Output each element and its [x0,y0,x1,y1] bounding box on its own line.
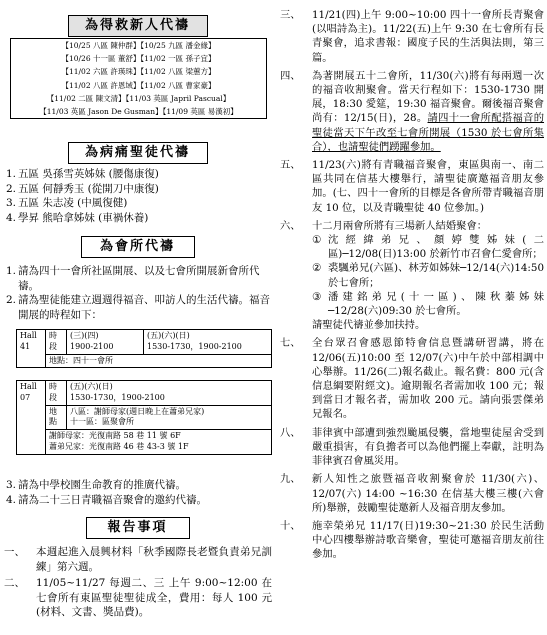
report-item: 三、 11/21(四)上午 9:00~10:00 四十一會所長青聚會(以唱詩為主)。11/22(五)上午 9:30 在七會所有長青聚會，追求書報：國度子民的生活與法則，第三篇。 [280,9,544,64]
period-label: 時段 [46,381,67,406]
newbie-prayer-box [10,38,267,119]
heading-newbies: 為得救新人代禱 [68,15,208,37]
list-item: 2. 五區 何靜秀玉 (從開刀中康復) [6,182,159,195]
schedule-cell: (三)(四) 1900-2100 [67,330,144,355]
hall-label: Hall 41 [17,330,46,368]
newbie-row: 【11/03 英區 Jason De Gusman】【11/09 英區 易漢初】 [39,107,238,117]
schedule-cell: (五)(六)(日) 1530-1730，1900-2100 [144,330,272,355]
right-column [280,0,544,564]
report-item: 八、 菲律賓中部遭到強烈颱風侵襲，當地聖徒屋舍受到嚴重損害，有負擔者可以為他們擺上奉獻，註明為菲律賓召會風災用。 [280,426,544,468]
report-item: 五、 11/23(六)將有青職福音聚會，東區與南一、南二區共同在信基大樓舉行，請聖徒廣邀福音朋友參加。(七、四十一會所的目標是各會所帶青職福音朋友 10 位，以及青職聖徒 40 位參加。) [280,159,544,214]
hall41-table [16,329,272,368]
heading-sick: 為病痛聖徒代禱 [68,142,208,164]
wedding-item: ② 裘颿弟兄(六區)、林芳如姊妹─12/14(六)14:50 於七會所； [312,262,544,289]
report-item: 二、 11/05~11/27 每週二、三 上午 9:00~12:00 在七會所有東區聖徒聖徒成全，費用：每人 100 元(材料、文書、獎品費)。 [4,577,272,618]
heading-church: 為會所代禱 [81,236,195,258]
newbie-row: 【10/26 十一區 董舒】【11/02 一區 孫子宜】 [61,54,216,64]
heading-report: 報告事項 [86,517,190,539]
wedding-item: ① 沈經緯弟兄、顏婷雙姊妹(二區)─12/08(日)13:00 於新竹市召會仁愛會所； [312,234,544,261]
report-item: 一、 本週起進入晨興材料「秋季國際長老暨負責弟兄訓練」第六週。 [4,546,272,573]
list-item: 4. 學昇 熊哈拿姊妹 (車禍休養) [6,211,149,224]
location-label: 地點 [46,405,67,430]
newbie-row: 【11/02 二區 陳文清】【11/03 英區 Japril Pascual】 [46,93,231,103]
address-cell: 謝師母家：光復南路 58 巷 11 號 6F 蕭弟兄家：光復南路 46 巷 43-3 號 1F [46,430,272,455]
list-item: 4. 請為二十三日青職福音聚會的邀約代禱。 [6,493,207,506]
underlined-note: 請四十一會所配搭福音的聖徒當天下午改至七會所開展（1530 於七會所集合），也請聖徒們踴躍參加。 [312,112,545,153]
wedding-item: ③ 潘建銘弟兄(十一區)、陳秋蓁姊妹─12/28(六)09:30 於七會所。 [312,290,544,318]
sick-list [4,167,269,225]
newbie-row: 【10/25 八區 陳仲群】【10/25 九區 潘金緣】 [61,41,216,50]
report-item: 七、 全台眾召會感恩節特會信息暨講研習講，將在 12/06(五)10:00 至 12/07(六)中午於中部相調中心舉辦。11/26(二)報名截止。報名費：800 元(含信息綱要附經文)。逾期報名者需加收 100 元；報到當日才報名者，需加收 200 元。請向張雲傑弟兄報名。 [280,337,544,421]
hall-label: Hall 07 [17,381,46,455]
list-item: 2. 請為聖徒能建立週週得福音、叩訪人的生活代禱。福音開展的時程如下： [6,294,270,321]
church-list-2 [4,478,274,507]
list-item: 1. 請為四十一會所社區開展、以及七會所開展新會所代禱。 [6,265,260,292]
report-item: 九、 新人知性之旅暨福音收割聚會於 11/30(六)、12/07(六) 14:00 ~16:30 在信基大樓三樓(六會所)舉辦，鼓勵聖徒邀新人及福音朋友參加。 [280,473,544,514]
report-list-left [4,545,272,622]
location-cell: 八區：謝師母家(週日晚上在蕭弟兄家) 十一區：區聚會所 [67,405,272,430]
report-item: 六、 十二月兩會所將有三場新人結婚聚會： ① 沈經緯弟兄、顏婷雙姊妹(二區)─12/08(日)13:00 於新竹市召會仁愛會所； ② 裘颿弟兄(六區)、林芳如姊妹─12/14(六)14:50 於七會所； ③ 潘建銘弟兄(十一區)、陳秋蓁姊妹─12/28(六)09:30 於七會所。 請聖徒代禱並參加扶持。 [280,219,544,332]
list-item: 3. 五區 朱志凌 (中風復健) [6,197,128,209]
schedule-cell: (五)(六)(日) 1530-1730，1900-2100 [67,381,272,406]
report-item: 十、 施幸榮弟兄 11/17(日)19:30~21:30 於民生活動中心四樓舉辦詩歌音樂會，聖徒可邀福音朋友前往參加。 [280,519,544,561]
list-item: 1. 五區 吳孫雪英姊妹 (腰傷康復) [6,168,159,180]
newbie-row: 【11/02 八區 許恩域】【11/02 八區 曹家豪】 [61,80,216,90]
period-label: 時段 [46,330,67,355]
list-item: 3. 請為中學校園生命教育的推廣代禱。 [6,479,186,491]
address-cell: 地點：四十一會所 [46,354,272,368]
report-item: 四、 為著開展五十二會所，11/30(六)將有每兩週一次的福音收割聚會。當天行程如下：1530-1730 開展，18:30 愛筵，19:30 福音聚會。爾後福音聚會尚有：12/15(日)，28。請四十一會所配搭福音的聖徒當天下午改至七會所開展（1530 於七會所集合），也請聖徒們踴躍參加。 [280,69,545,153]
church-list [4,264,274,322]
hall07-table [16,380,272,455]
newbie-row: 【11/02 六區 許瑛珠】【11/02 八區 梁蕙方】 [61,67,216,77]
